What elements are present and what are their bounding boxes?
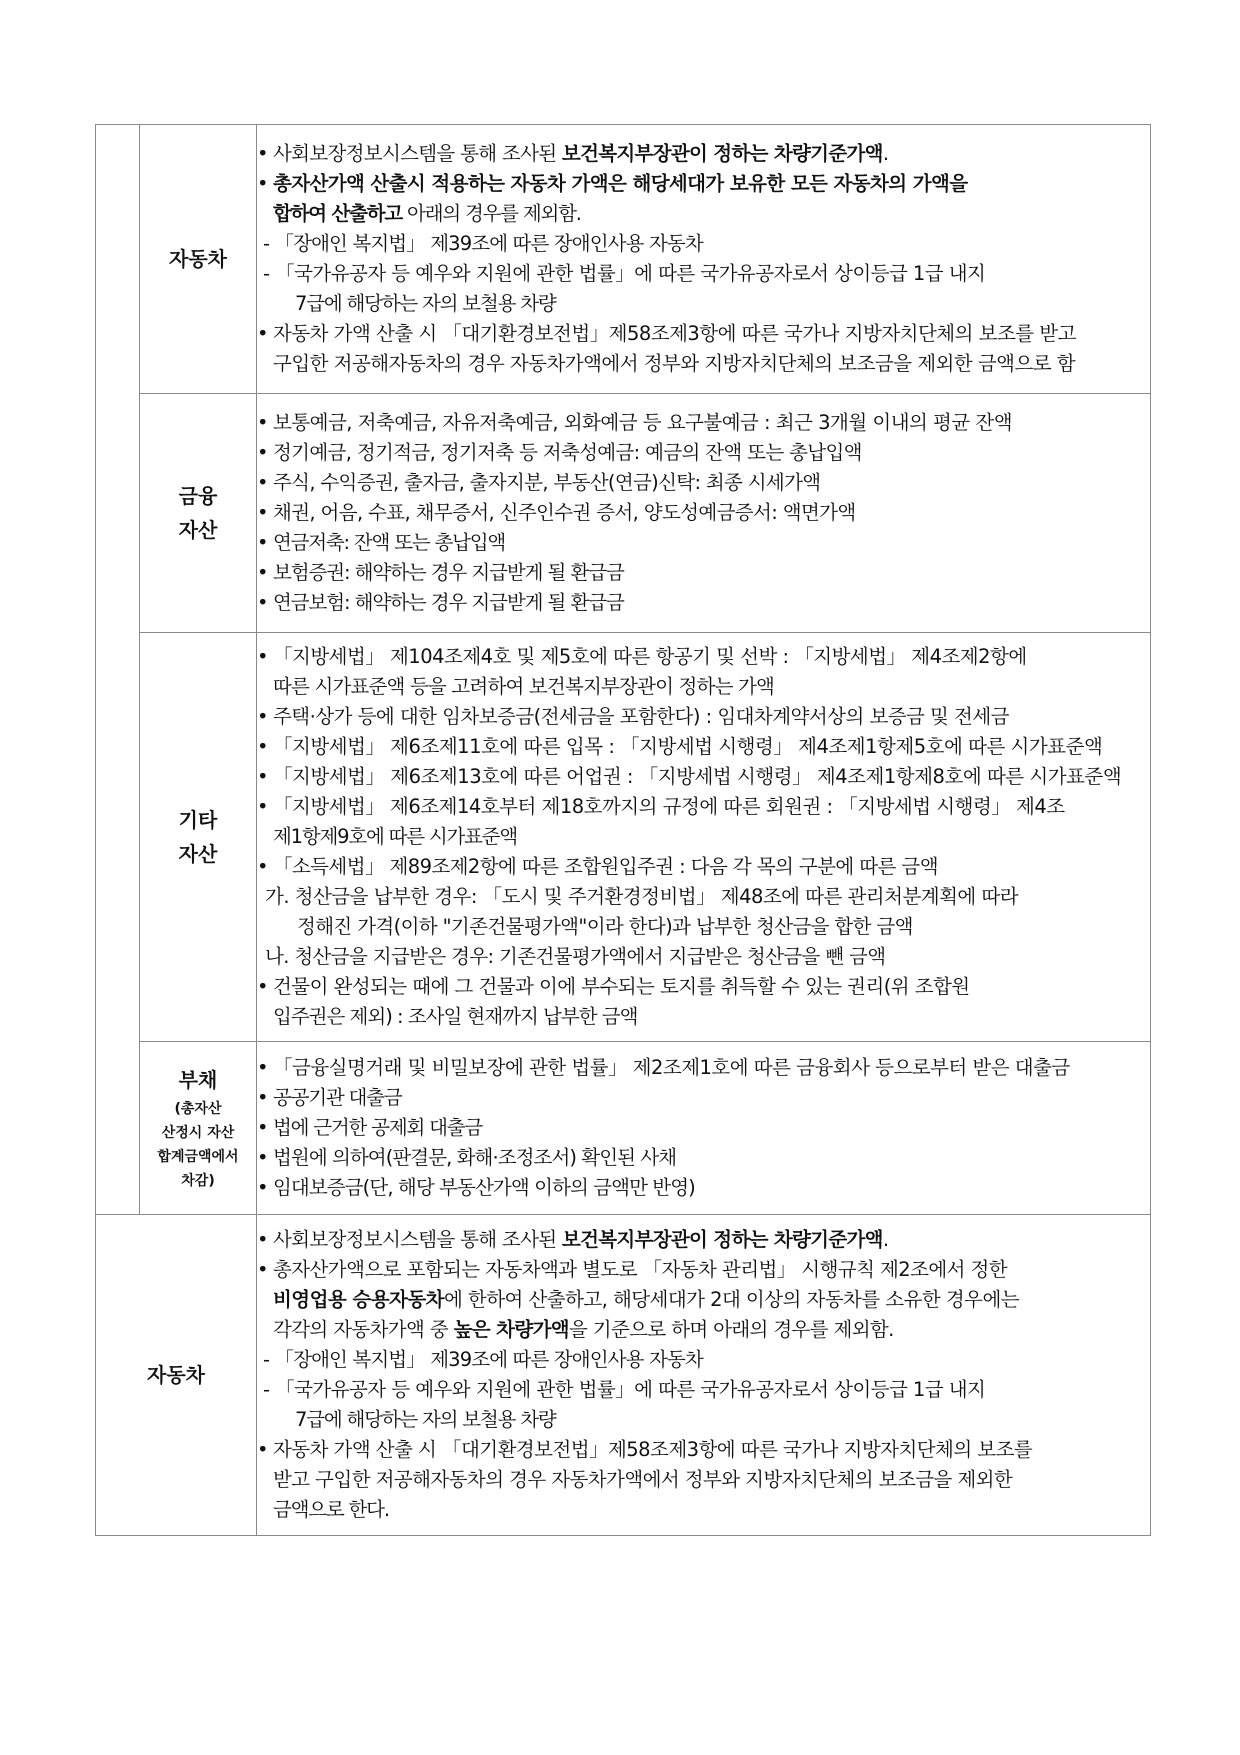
content-line (257, 199, 1150, 229)
content-line (257, 822, 1150, 852)
body-text: . (882, 142, 889, 165)
body-text: 정해진 가격(이하 "기존건물평가액"이라 한다)과 납부한 청산금을 합한 금액 (297, 915, 913, 938)
emphasis-text: 비영업용 승용자동차 (273, 1288, 444, 1311)
body-text: 공공기관 대출금 (273, 1086, 402, 1109)
content-cell (257, 633, 1151, 1042)
content-line (257, 588, 1150, 618)
body-text: 「지방세법」 제104조제4호 및 제5호에 따른 항공기 및 선박 : 「지방세법」 제4조제2항에 (273, 645, 1027, 668)
body-text: 금액으로 한다. (273, 1498, 389, 1521)
body-text: 법원에 의하여(판결문, 화해·조정조서) 확인된 사채 (273, 1146, 677, 1169)
body-text: 정기예금, 정기적금, 정기저축 등 저축성예금: 예금의 잔액 또는 총납입액 (273, 441, 862, 464)
content-line (257, 1435, 1150, 1465)
emphasis-text: 보건복지부장관이 정하는 차량기준가액 (561, 1228, 883, 1251)
body-text: 「금융실명거래 및 비밀보장에 관한 법률」 제2조제1호에 따른 금융회사 등으로부터 받은 대출금 (273, 1056, 1070, 1079)
label-cell (140, 633, 257, 1042)
content-line (257, 528, 1150, 558)
content-cell (257, 1215, 1151, 1536)
content-line (257, 1495, 1150, 1525)
label-cell (140, 1042, 257, 1215)
content-line (257, 1083, 1150, 1113)
content-cell (257, 394, 1151, 633)
body-text: 보험증권: 해약하는 경우 지급받게 될 환급금 (273, 561, 624, 584)
body-text: 「소득세법」 제89조제2항에 따른 조합원입주권 : 다음 각 목의 구분에 따른 금액 (273, 855, 938, 878)
label-text: 자동차 (169, 247, 227, 271)
body-text: 에 한하여 산출하고, 해당세대가 2대 이상의 자동차를 소유한 경우에는 (443, 1288, 1020, 1311)
content-line (257, 702, 1150, 732)
content-line (257, 349, 1150, 379)
label-text: 기타 (178, 808, 218, 832)
content-line (257, 319, 1150, 349)
emphasis-text: 총자산가액 산출시 적용하는 자동차 가액은 해당세대가 보유한 모든 자동차의 가액을 (273, 172, 968, 195)
body-text: 연금보험: 해약하는 경우 지급받게 될 환급금 (273, 591, 624, 614)
body-text: - 「국가유공자 등 예우와 지원에 관한 법률」에 따른 국가유공자로서 상이등급 1급 내지 (263, 1378, 986, 1401)
body-text: - 「장애인 복지법」 제39조에 따른 장애인사용 자동차 (263, 232, 703, 255)
body-text: - 「국가유공자 등 예우와 지원에 관한 법률」에 따른 국가유공자로서 상이등급 1급 내지 (263, 262, 986, 285)
body-text: 을 기준으로 하며 아래의 경우를 제외함. (568, 1318, 894, 1341)
row-label (140, 803, 256, 871)
body-text: 임대보증금(단, 해당 부동산가액 이하의 금액만 반영) (273, 1176, 695, 1199)
emphasis-text: 높은 차량가액 (453, 1318, 569, 1341)
body-text: 7급에 해당하는 자의 보철용 차량 (295, 292, 556, 315)
content-line (257, 1345, 1150, 1375)
content-line (257, 229, 1150, 259)
content-line (257, 169, 1150, 199)
label-cell (140, 125, 257, 394)
content-cell (257, 125, 1151, 394)
content-line (257, 912, 1150, 942)
body-text: 제1항제9호에 따른 시가표준액 (273, 825, 518, 848)
content-line (257, 1143, 1150, 1173)
content-line (257, 1465, 1150, 1495)
content-line (257, 792, 1150, 822)
body-text: 받고 구입한 저공해자동차의 경우 자동차가액에서 정부와 지방자치단체의 보조금을 제외한 (273, 1468, 1013, 1491)
body-text: - 「장애인 복지법」 제39조에 따른 장애인사용 자동차 (263, 1348, 703, 1371)
label-text: 자동차 (147, 1363, 205, 1387)
body-text: 「지방세법」 제6조제13호에 따른 어업권 : 「지방세법 시행령」 제4조제1항제8호에 따른 시가표준액 (273, 765, 1122, 788)
body-text: 총자산가액으로 포함되는 자동차액과 별도로 「자동차 관리법」 시행규칙 제2조에서 정한 (273, 1258, 1008, 1281)
content-line (257, 1053, 1150, 1083)
label-text: 자산 (178, 518, 218, 542)
row-debt (96, 1042, 1151, 1215)
body-text: 주택·상가 등에 대한 임차보증금(전세금을 포함한다) : 임대차계약서상의 보증금 및 전세금 (273, 705, 1009, 728)
content-line (257, 408, 1150, 438)
content-line (257, 289, 1150, 319)
body-text: 채권, 어음, 수표, 채무증서, 신주인수권 증서, 양도성예금증서: 액면가액 (273, 501, 856, 524)
body-text: 연금저축: 잔액 또는 총납입액 (273, 531, 506, 554)
content-line (257, 852, 1150, 882)
content-line (257, 558, 1150, 588)
label-text: 자산 (178, 842, 218, 866)
label-cell (96, 1215, 257, 1536)
content-line (257, 1255, 1150, 1285)
content-line (257, 498, 1150, 528)
row-label (96, 1358, 256, 1392)
body-text: 자동차 가액 산출 시 「대기환경보전법」제58조제3항에 따른 국가나 지방자치단체의 보조를 받고 (273, 322, 1076, 345)
body-text: 사회보장정보시스템을 통해 조사된 (273, 142, 562, 165)
body-text: . (882, 1228, 889, 1251)
group-spacer-cell (96, 125, 140, 1215)
row-financial-assets (96, 394, 1151, 633)
asset-criteria-table (95, 124, 1151, 1536)
body-text: 자동차 가액 산출 시 「대기환경보전법」제58조제3항에 따른 국가나 지방자치단체의 보조를 (273, 1438, 1033, 1461)
content-line (257, 1002, 1150, 1032)
content-line (257, 972, 1150, 1002)
content-line (257, 1315, 1150, 1345)
row-label (140, 1063, 256, 1193)
emphasis-text: 합하여 산출하고 (273, 202, 403, 225)
row-car (96, 125, 1151, 394)
body-text: 「지방세법」 제6조제14호부터 제18호까지의 규정에 따른 회원권 : 「지방세법 시행령」 제4조 (273, 795, 1065, 818)
body-text: 가. 청산금을 납부한 경우: 「도시 및 주거환경정비법」 제48조에 따른 관리처분계획에 따라 (265, 885, 1019, 908)
body-text: 법에 근거한 공제회 대출금 (273, 1116, 483, 1139)
content-line (257, 1405, 1150, 1435)
body-text: 구입한 저공해자동차의 경우 자동차가액에서 정부와 지방자치단체의 보조금을 제외한 금액으로 함 (273, 352, 1076, 375)
content-line (257, 259, 1150, 289)
content-line (257, 1113, 1150, 1143)
body-text: 입주권은 제외) : 조사일 현재까지 납부한 금액 (273, 1005, 638, 1028)
body-text: 사회보장정보시스템을 통해 조사된 (273, 1228, 562, 1251)
content-line (257, 672, 1150, 702)
row-car-2 (96, 1215, 1151, 1536)
body-text: 각각의 자동차가액 중 (273, 1318, 454, 1341)
content-line (257, 942, 1150, 972)
row-label (140, 242, 256, 276)
content-line (257, 882, 1150, 912)
body-text: 보통예금, 저축예금, 자유저축예금, 외화예금 등 요구불예금 : 최근 3개월 이내의 평균 잔액 (273, 411, 1013, 434)
body-text: 주식, 수익증권, 출자금, 출자지분, 부동산(연금)신탁: 최종 시세가액 (273, 471, 821, 494)
body-text: 아래의 경우를 제외함. (402, 202, 581, 225)
row-label (140, 479, 256, 547)
content-line (257, 1173, 1150, 1203)
body-text: 건물이 완성되는 때에 그 건물과 이에 부수되는 토지를 취득할 수 있는 권리(위 조합원 (273, 975, 970, 998)
content-line (257, 1225, 1150, 1255)
content-line (257, 468, 1150, 498)
content-line (257, 642, 1150, 672)
content-line (257, 139, 1150, 169)
content-line (257, 732, 1150, 762)
label-text: 금융 (178, 484, 218, 508)
body-text: 나. 청산금을 지급받은 경우: 기존건물평가액에서 지급받은 청산금을 뺀 금액 (265, 945, 886, 968)
label-text: 부채 (178, 1068, 218, 1092)
body-text: 「지방세법」 제6조제11호에 따른 입목 : 「지방세법 시행령」 제4조제1항제5호에 따른 시가표준액 (273, 735, 1103, 758)
content-line (257, 1285, 1150, 1315)
row-other-assets (96, 633, 1151, 1042)
content-line (257, 438, 1150, 468)
emphasis-text: 보건복지부장관이 정하는 차량기준가액 (561, 142, 883, 165)
content-cell (257, 1042, 1151, 1215)
content-line (257, 762, 1150, 792)
label-cell (140, 394, 257, 633)
content-line (257, 1375, 1150, 1405)
label-note: (총자산 산정시 자산 합계금액에서 차감) (157, 1101, 239, 1189)
body-text: 따른 시가표준액 등을 고려하여 보건복지부장관이 정하는 가액 (273, 675, 775, 698)
body-text: 7급에 해당하는 자의 보철용 차량 (295, 1408, 556, 1431)
